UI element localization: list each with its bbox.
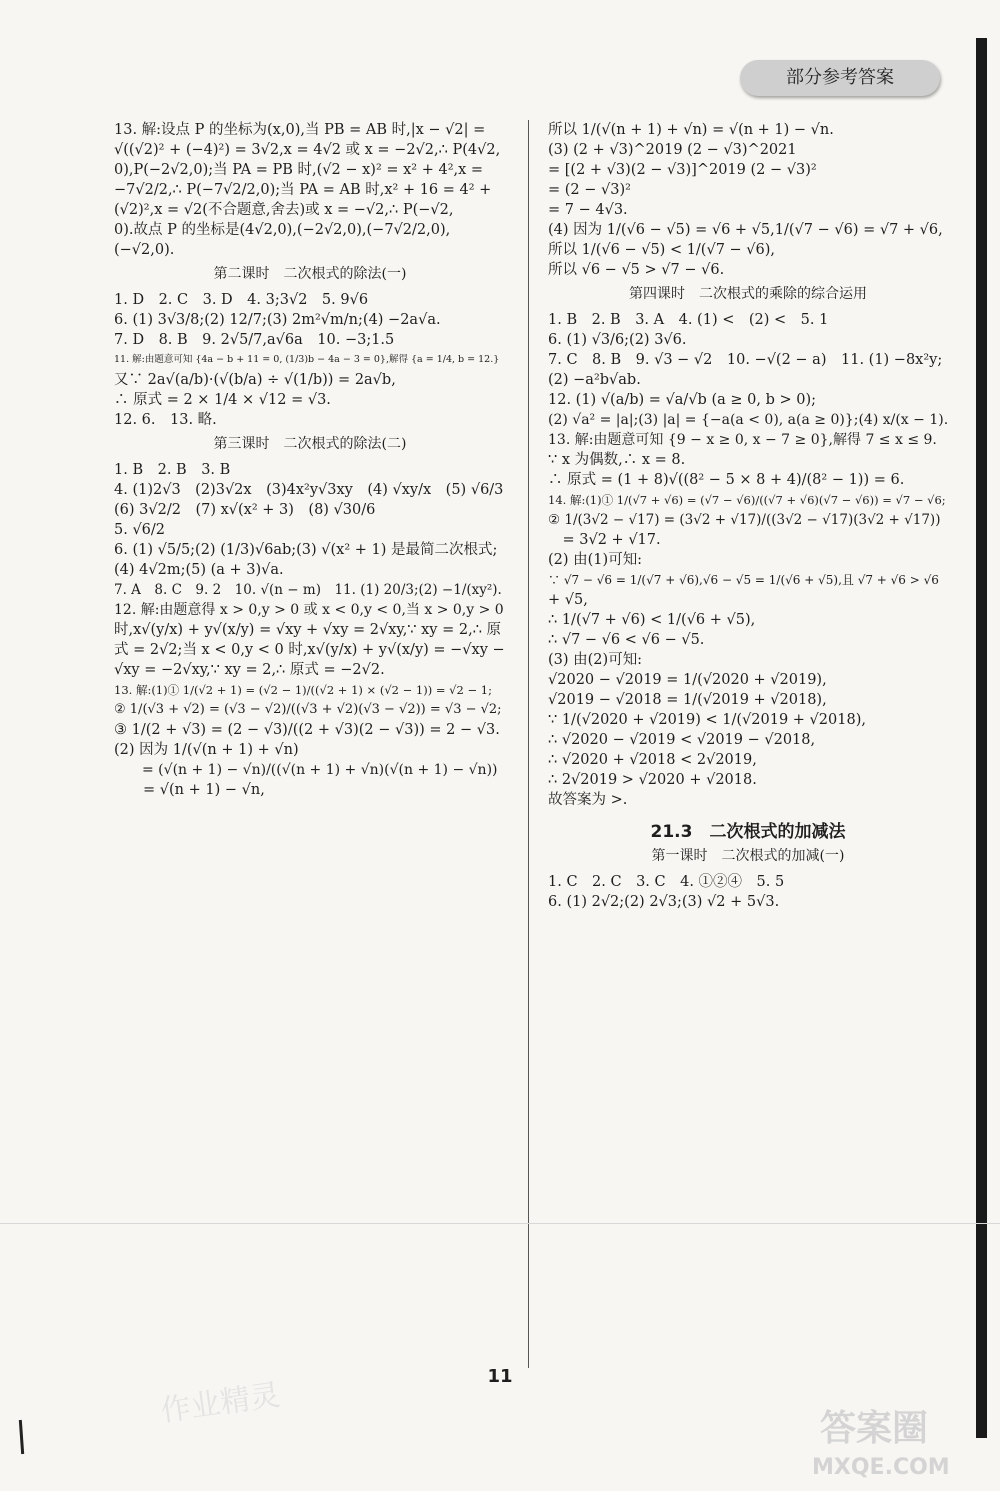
answer-line: = [(2 + √3)(2 − √3)]^2019 (2 − √3)² [548, 162, 817, 178]
scan-mark [19, 1420, 24, 1454]
page-number: 11 [487, 1366, 513, 1387]
answer-line: 时,x√(y/x) + y√(x/y) = √xy + √xy = 2√xy,∵ xy = 2,∴ 原 [114, 622, 502, 638]
answer-line: 0),P(−2√2,0);当 PA = PB 时,(√2 − x)² = x² + 4²,x = [114, 162, 484, 178]
answer-line: 所以 √6 − √5 > √7 − √6. [548, 262, 725, 278]
answer-line: (2) 由(1)可知: [548, 552, 643, 568]
answer-line: = (2 − √3)² [548, 182, 631, 198]
answer-line: ∵ √7 − √6 = 1/(√7 + √6),√6 − √5 = 1/(√6 + √5),且 √7 + √6 > √6 [548, 573, 939, 587]
answer-line: 12. 解:由题意得 x > 0,y > 0 或 x < 0,y < 0,当 x > 0,y > 0 [114, 602, 504, 618]
answer-line: ∴ 2√2019 > √2020 + √2018. [548, 772, 757, 788]
watermark-right: 答案圈 [820, 1408, 929, 1449]
answer-line: 7. D 8. B 9. 2√5/7,a√6a 10. −3;1.5 [114, 332, 395, 348]
answer-line: √xy = −2√xy,∵ xy = 2,∴ 原式 = −2√2. [114, 662, 385, 678]
answer-line: ∴ 原式 = (1 + 8)√((8² − 5 × 8 + 4)/(8² − 1)) = 6. [548, 472, 905, 488]
answer-line: √((√2)² + (−4)²) = 3√2,x = 4√2 或 x = −2√2,∴ P(4√2, [114, 142, 501, 158]
section-heading: 第四课时 二次根式的乘除的综合运用 [629, 286, 867, 302]
column-divider [528, 120, 529, 1368]
answer-line: (3) 由(2)可知: [548, 652, 643, 668]
answer-line: (√2)²,x = √2(不合题意,舍去)或 x = −√2,∴ P(−√2, [114, 202, 454, 218]
answer-line: 7. A 8. C 9. 2 10. √(n − m) 11. (1) 20/3;(2) −1/(xy²). [114, 582, 502, 598]
watermark-left: 作业精灵 [158, 1377, 283, 1430]
left-column [114, 120, 506, 800]
answer-line: 11. 解:由题意可知 {4a − b + 11 = 0, (1/3)b − 4a − 3 = 0},解得 {a = 1/4, b = 12.} [114, 354, 500, 365]
answer-line: 故答案为 >. [548, 792, 628, 808]
answer-line: 1. B 2. B 3. B [114, 462, 231, 478]
answer-line: 12. (1) √(a/b) = √a/√b (a ≥ 0, b > 0); [548, 392, 816, 408]
answer-line: −7√2/2,∴ P(−7√2/2,0);当 PA = AB 时,x² + 16 = 4² + [114, 182, 492, 198]
answer-line: 6. (1) 2√2;(2) 2√3;(3) √2 + 5√3. [548, 894, 780, 910]
section-heading: 第二课时 二次根式的除法(一) [213, 266, 407, 282]
answer-line: 13. 解:由题意可知 {9 − x ≥ 0, x − 7 ≥ 0},解得 7 ≤ x ≤ 9. [548, 432, 937, 448]
answer-line: 所以 1/(√6 − √5) < 1/(√7 − √6), [548, 242, 776, 258]
answer-line: ② 1/(3√2 − √17) = (3√2 + √17)/((3√2 − √17)(3√2 + √17)) [548, 512, 941, 528]
answer-line: 12. 6. 13. 略. [114, 412, 217, 428]
watermark-url: MXQE.COM [812, 1455, 950, 1480]
answer-line: = 3√2 + √17. [548, 532, 661, 548]
answer-line: 6. (1) 3√3/8;(2) 12/7;(3) 2m²√m/n;(4) −2a√a. [114, 312, 441, 328]
answer-line: = √(n + 1) − √n, [114, 782, 265, 798]
answer-line: ② 1/(√3 + √2) = (√3 − √2)/((√3 + √2)(√3 − √2)) = √3 − √2; [114, 702, 502, 717]
answer-line: (2) √a² = |a|;(3) |a| = {−a(a < 0), a(a ≥ 0)};(4) x/(x − 1). [548, 412, 949, 428]
answer-line: (2) 因为 1/(√(n + 1) + √n) [114, 742, 299, 758]
answer-line: ∵ 1/(√2020 + √2019) < 1/(√2019 + √2018), [548, 712, 866, 728]
mul-answers [548, 310, 948, 810]
answer-line: 0).故点 P 的坐标是(4√2,0),(−2√2,0),(−7√2/2,0), [114, 222, 451, 238]
answer-line: √2019 − √2018 = 1/(√2019 + √2018), [548, 692, 827, 708]
answer-line: + √5, [548, 592, 588, 608]
answer-line: 5. √6/2 [114, 522, 166, 538]
page-edge-bar [976, 38, 987, 1438]
right-intro [548, 120, 948, 280]
answer-line: ③ 1/(2 + √3) = (2 − √3)/((2 + √3)(2 − √3)) = 2 − √3. [114, 722, 500, 738]
answer-line: ∴ 原式 = 2 × 1/4 × √12 = √3. [114, 392, 331, 408]
section-heading: 第一课时 二次根式的加减(一) [651, 848, 845, 864]
answer-line: ∴ √7 − √6 < √6 − √5. [548, 632, 705, 648]
scan-fold-line [0, 1223, 1000, 1224]
chapter-heading: 21.3 二次根式的加减法 [650, 822, 846, 842]
answer-line: (4) 因为 1/(√6 − √5) = √6 + √5,1/(√7 − √6) = √7 + √6, [548, 222, 943, 238]
answer-line: = (√(n + 1) − √n)/((√(n + 1) + √n)(√(n + 1) − √n)) [114, 762, 498, 778]
answer-line: ∴ √2020 − √2019 < √2019 − √2018, [548, 732, 816, 748]
answer-line: ∴ √2020 + √2018 < 2√2019, [548, 752, 757, 768]
answer-line: 1. B 2. B 3. A 4. (1) < (2) < 5. 1 [548, 312, 829, 328]
add-answers [548, 872, 948, 912]
answer-line: 6. (1) √5/5;(2) (1/3)√6ab;(3) √(x² + 1) 是最简二次根式; [114, 542, 498, 558]
div2-answers [114, 460, 506, 800]
answer-line: 13. 解:(1)① 1/(√2 + 1) = (√2 − 1)/((√2 + 1) × (√2 − 1)) = √2 − 1; [114, 683, 492, 697]
answer-section-badge: 部分参考答案 [740, 60, 940, 96]
div1-answers [114, 290, 506, 430]
answer-line: 13. 解:设点 P 的坐标为(x,0),当 PB = AB 时,|x − √2| = [114, 122, 486, 138]
answer-line: 式 = 2√2;当 x < 0,y < 0 时,x√(y/x) + y√(x/y) = −√xy − [114, 642, 505, 658]
answer-line: 14. 解:(1)① 1/(√7 + √6) = (√7 − √6)/((√7 + √6)(√7 − √6)) = √7 − √6; [548, 493, 946, 507]
answer-line: 1. D 2. C 3. D 4. 3;3√2 5. 9√6 [114, 292, 369, 308]
answer-line: = 7 − 4√3. [548, 202, 628, 218]
right-column [548, 120, 948, 912]
answer-line: 7. C 8. B 9. √3 − √2 10. −√(2 − a) 11. (1) −8x²y; [548, 352, 943, 368]
answer-line: (4) 4√2m;(5) (a + 3)√a. [114, 562, 284, 578]
left-intro [114, 120, 506, 260]
answer-line: ∵ x 为偶数,∴ x = 8. [548, 452, 686, 468]
answer-line: (3) (2 + √3)^2019 (2 − √3)^2021 [548, 142, 797, 158]
answer-line: 6. (1) √3/6;(2) 3√6. [548, 332, 687, 348]
answer-line: 所以 1/(√(n + 1) + √n) = √(n + 1) − √n. [548, 122, 834, 138]
answer-line: 1. C 2. C 3. C 4. ①②④ 5. 5 [548, 874, 785, 890]
answer-line: (−√2,0). [114, 242, 175, 258]
answer-line: ∴ 1/(√7 + √6) < 1/(√6 + √5), [548, 612, 756, 628]
answer-line: 4. (1)2√3 (2)3√2x (3)4x²y√3xy (4) √xy/x (5) √6/3 [114, 482, 504, 498]
answer-line: (2) −a²b√ab. [548, 372, 641, 388]
answer-line: 又∵ 2a√(a/b)·(√(b/a) ÷ √(1/b)) = 2a√b, [114, 372, 396, 388]
answer-line: (6) 3√2/2 (7) x√(x² + 3) (8) √30/6 [114, 502, 376, 518]
section-heading: 第三课时 二次根式的除法(二) [213, 436, 407, 452]
answer-line: √2020 − √2019 = 1/(√2020 + √2019), [548, 672, 827, 688]
